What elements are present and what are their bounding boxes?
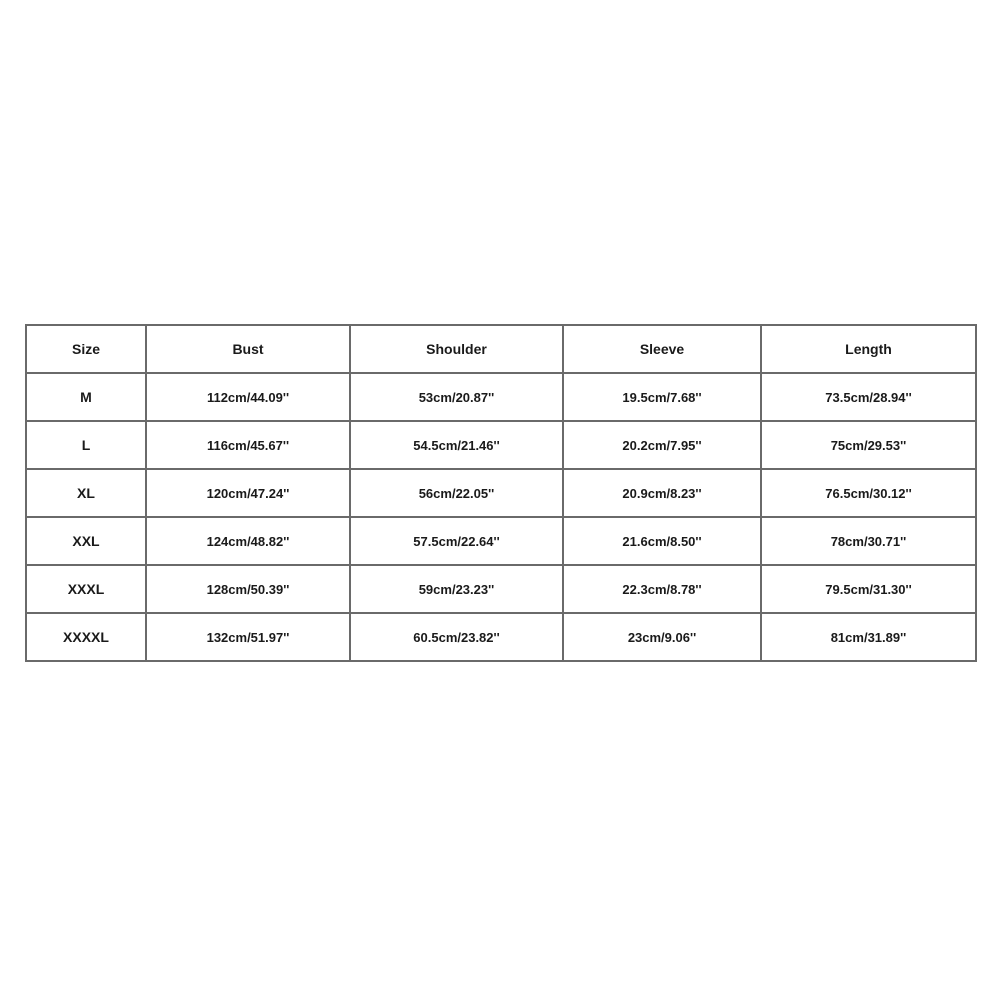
size-cell: XL (26, 469, 146, 517)
bust-cell: 120cm/47.24'' (146, 469, 350, 517)
size-chart-body (26, 373, 976, 661)
sleeve-cell: 22.3cm/8.78'' (563, 565, 761, 613)
header-shoulder: Shoulder (350, 325, 563, 373)
length-cell: 76.5cm/30.12'' (761, 469, 976, 517)
size-cell: L (26, 421, 146, 469)
size-chart-header (26, 325, 976, 373)
sleeve-cell: 23cm/9.06'' (563, 613, 761, 661)
table-row (26, 421, 976, 469)
shoulder-cell: 56cm/22.05'' (350, 469, 563, 517)
table-row (26, 469, 976, 517)
shoulder-cell: 60.5cm/23.82'' (350, 613, 563, 661)
table-row (26, 517, 976, 565)
header-size: Size (26, 325, 146, 373)
bust-cell: 124cm/48.82'' (146, 517, 350, 565)
sleeve-cell: 20.9cm/8.23'' (563, 469, 761, 517)
header-row (26, 325, 976, 373)
shoulder-cell: 54.5cm/21.46'' (350, 421, 563, 469)
table-row (26, 373, 976, 421)
size-cell: M (26, 373, 146, 421)
size-cell: XXL (26, 517, 146, 565)
shoulder-cell: 53cm/20.87'' (350, 373, 563, 421)
size-cell: XXXXL (26, 613, 146, 661)
header-bust: Bust (146, 325, 350, 373)
size-cell: XXXL (26, 565, 146, 613)
header-sleeve: Sleeve (563, 325, 761, 373)
sleeve-cell: 19.5cm/7.68'' (563, 373, 761, 421)
bust-cell: 112cm/44.09'' (146, 373, 350, 421)
length-cell: 79.5cm/31.30'' (761, 565, 976, 613)
table-row (26, 613, 976, 661)
size-chart-table (25, 324, 977, 662)
bust-cell: 132cm/51.97'' (146, 613, 350, 661)
shoulder-cell: 59cm/23.23'' (350, 565, 563, 613)
length-cell: 75cm/29.53'' (761, 421, 976, 469)
length-cell: 81cm/31.89'' (761, 613, 976, 661)
bust-cell: 116cm/45.67'' (146, 421, 350, 469)
header-length: Length (761, 325, 976, 373)
table-row (26, 565, 976, 613)
length-cell: 73.5cm/28.94'' (761, 373, 976, 421)
bust-cell: 128cm/50.39'' (146, 565, 350, 613)
length-cell: 78cm/30.71'' (761, 517, 976, 565)
sleeve-cell: 20.2cm/7.95'' (563, 421, 761, 469)
shoulder-cell: 57.5cm/22.64'' (350, 517, 563, 565)
sleeve-cell: 21.6cm/8.50'' (563, 517, 761, 565)
